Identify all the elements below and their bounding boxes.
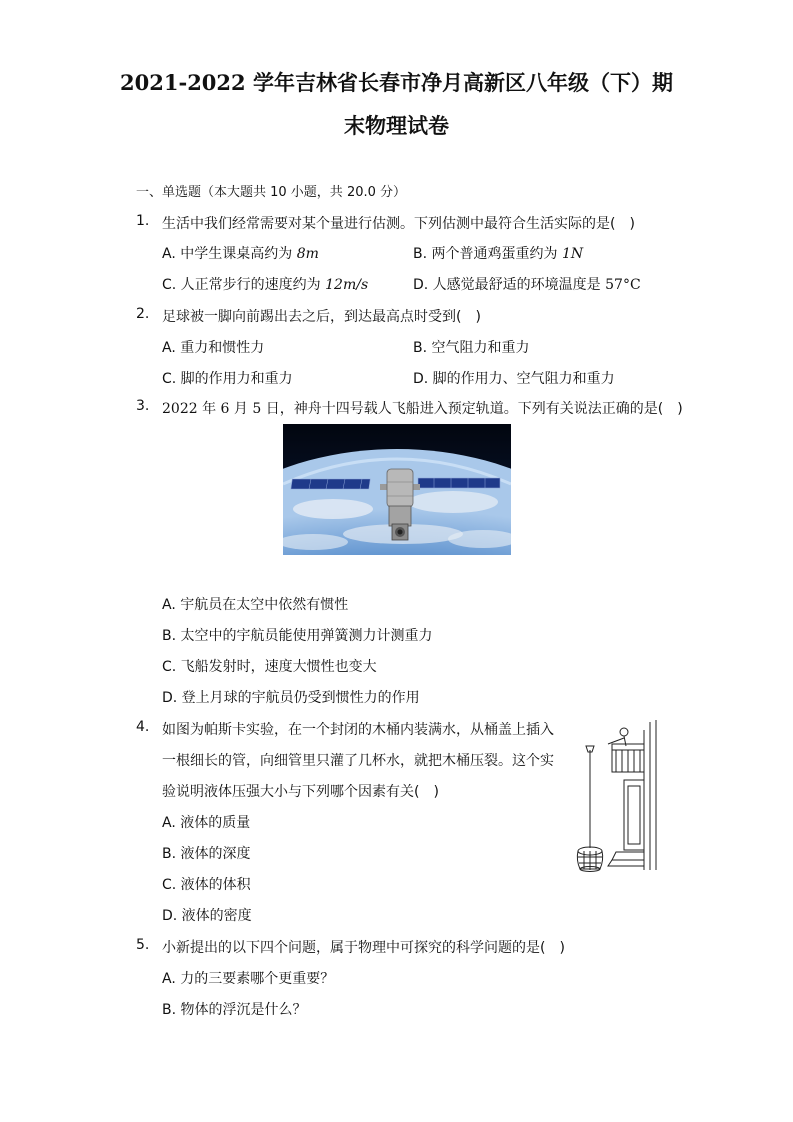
question-2-option-a[interactable]: A. 重力和惯性力: [162, 340, 265, 356]
question-1-number: 1.: [136, 213, 150, 229]
question-1-option-d[interactable]: D. 人感觉最舒适的环境温度是 57°C: [413, 277, 641, 293]
section-heading: 一、单选题（本大题共 10 小题，共 20.0 分）: [136, 185, 407, 200]
question-4-option-a[interactable]: A. 液体的质量: [162, 815, 251, 831]
question-4-option-b[interactable]: B. 液体的深度: [162, 846, 251, 862]
question-2-option-c[interactable]: C. 脚的作用力和重力: [162, 371, 293, 387]
question-3-number: 3.: [136, 398, 150, 414]
question-2-number: 2.: [136, 306, 150, 322]
question-4-text-line-3: 验说明液体压强大小与下列哪个因素有关( ): [162, 784, 439, 800]
question-1-option-a[interactable]: A. 中学生课桌高约为 8m: [162, 246, 319, 262]
question-5-option-b[interactable]: B. 物体的浮沉是什么？: [162, 1002, 307, 1018]
question-1-option-b[interactable]: B. 两个普通鸡蛋重约为 1N: [413, 246, 584, 262]
question-5-text: 小新提出的以下四个问题，属于物理中可探究的科学问题的是( ): [162, 940, 565, 956]
question-2-option-d[interactable]: D. 脚的作用力、空气阻力和重力: [413, 371, 615, 387]
question-4-option-c[interactable]: C. 液体的体积: [162, 877, 251, 893]
question-5-option-a[interactable]: A. 力的三要素哪个更重要？: [162, 971, 335, 987]
question-4-number: 4.: [136, 719, 150, 735]
page-title-line-1: 2021-2022 学年吉林省长春市净月高新区八年级（下）期: [120, 70, 673, 95]
question-5-number: 5.: [136, 937, 150, 953]
question-3-option-c[interactable]: C. 飞船发射时，速度大惯性也变大: [162, 659, 377, 675]
question-1-text: 生活中我们经常需要对某个量进行估测。下列估测中最符合生活实际的是( ): [162, 216, 635, 232]
question-2-option-b[interactable]: B. 空气阻力和重力: [413, 340, 530, 356]
question-4-text-line-2: 一根细长的管，向细管里只灌了几杯水，就把木桶压裂。这个实: [162, 753, 554, 769]
question-3-option-b[interactable]: B. 太空中的宇航员能使用弹簧测力计测重力: [162, 628, 433, 644]
question-1-option-c[interactable]: C. 人正常步行的速度约为 12m/s: [162, 277, 369, 293]
pascal-barrel-illustration: [572, 720, 660, 872]
question-4-option-d[interactable]: D. 液体的密度: [162, 908, 252, 924]
question-3-text: 2022 年 6 月 5 日，神舟十四号载人飞船进入预定轨道。下列有关说法正确的是( ): [162, 401, 683, 417]
question-3-option-a[interactable]: A. 宇航员在太空中依然有惯性: [162, 597, 349, 613]
question-3-option-d[interactable]: D. 登上月球的宇航员仍受到惯性力的作用: [162, 690, 420, 706]
spacecraft-photo: [283, 424, 511, 555]
question-2-text: 足球被一脚向前踢出去之后，到达最高点时受到( ): [162, 309, 481, 325]
page-title-line-2: 末物理试卷: [344, 113, 449, 138]
question-4-text-line-1: 如图为帕斯卡实验，在一个封闭的木桶内装满水，从桶盖上插入: [162, 722, 554, 738]
